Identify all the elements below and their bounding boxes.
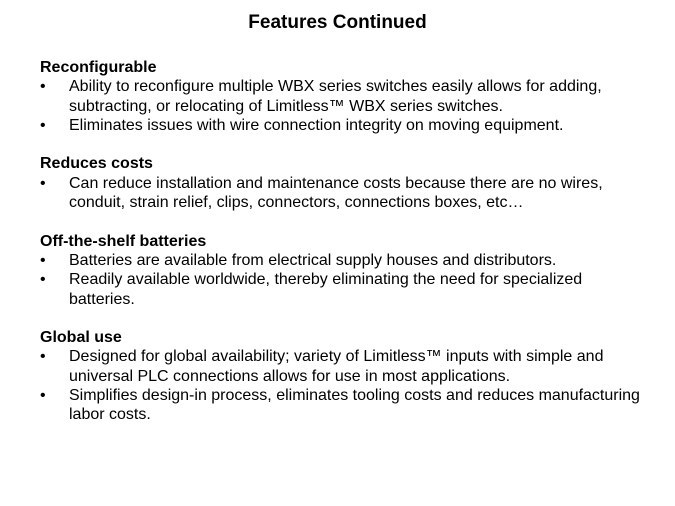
bullet-text: Simplifies design-in process, eliminates tooling costs and reduces manufacturing labor costs. [69,387,640,424]
section-heading: Reconfigurable [40,59,157,76]
bullet-text: Can reduce installation and maintenance costs because there are no wires, conduit, strain relief, clips, connectors, connections boxes, etc… [69,174,603,212]
section-global-use [40,328,650,424]
section-reduces-costs [40,154,650,212]
bullet-marker: • [40,251,46,269]
bullet-marker: • [40,174,46,192]
bullet-item [40,251,650,270]
bullet-text: Ability to reconfigure multiple WBX series switches easily allows for adding, subtracting, or relocating of Limitless™ WBX series switches. [69,78,602,115]
bullet-text: Eliminates issues with wire connection integrity on moving equipment. [69,116,564,134]
slide-content [40,58,650,444]
bullet-item [40,77,650,116]
bullet-text: Batteries are available from electrical supply houses and distributors. [69,251,557,269]
bullet-item [40,347,650,386]
bullet-marker: • [40,78,46,96]
bullet-item [40,386,650,425]
bullet-text: Designed for global availability; variety of Limitless™ inputs with simple and universal PLC connections allows for use in most applications. [69,348,604,385]
bullet-text: Readily available worldwide, thereby eliminating the need for specialized batteries. [69,271,583,308]
slide-title: Features Continued [248,12,427,33]
section-heading: Global use [40,329,122,347]
bullet-marker: • [40,348,46,366]
bullet-item [40,270,650,309]
bullet-item [40,174,650,213]
bullet-item [40,116,650,135]
bullet-marker: • [40,271,46,289]
bullet-marker: • [40,387,46,405]
section-off-the-shelf-batteries [40,232,650,309]
section-heading: Off-the-shelf batteries [40,232,207,250]
section-heading: Reduces costs [40,155,153,173]
section-reconfigurable [40,58,650,135]
bullet-marker: • [40,116,46,134]
